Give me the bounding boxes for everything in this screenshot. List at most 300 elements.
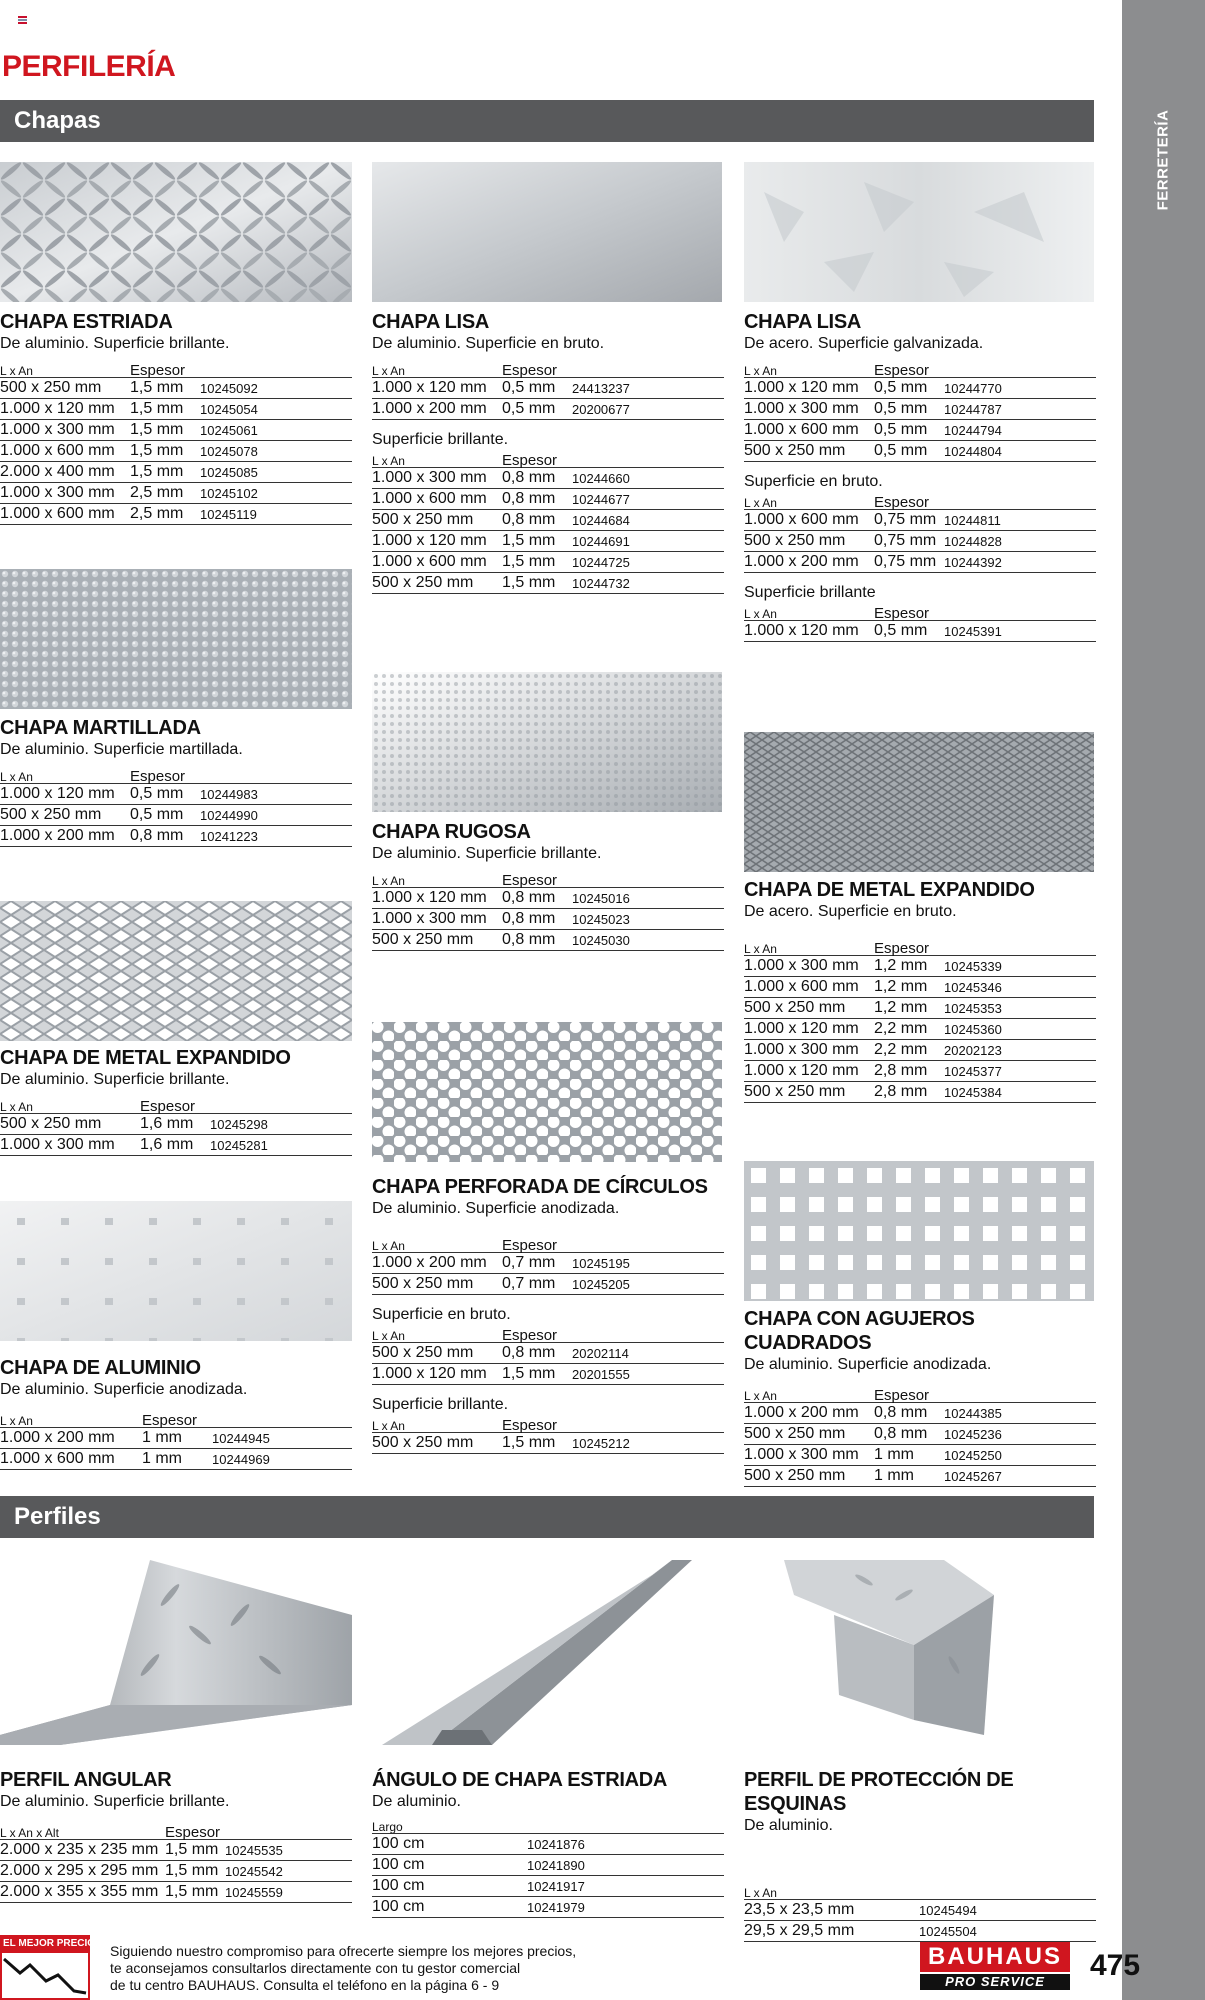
table-row [744, 998, 1096, 1019]
dimension-cell: 1.000 x 120 mm [372, 1365, 487, 1382]
dimension-cell: 2.000 x 355 x 355 mm [0, 1883, 159, 1900]
dimension-cell: 1.000 x 120 mm [744, 379, 859, 396]
table-row [0, 504, 352, 525]
article-code: 10245250 [944, 1447, 1002, 1463]
thickness-cell: 1,6 mm [140, 1136, 194, 1153]
thickness-cell: 1,5 mm [502, 532, 556, 549]
product-table [0, 784, 352, 847]
section-band-perfiles: Perfiles [0, 1496, 1094, 1538]
thickness-cell: 0,5 mm [502, 379, 556, 396]
product-title: CHAPA PERFORADA DE CÍRCULOS [372, 1176, 708, 1198]
table-row [372, 378, 724, 399]
thickness-cell: 1,5 mm [502, 1434, 556, 1451]
table-row [372, 888, 724, 909]
article-code: 10244691 [572, 533, 630, 549]
dimension-cell: 1.000 x 200 mm [0, 1429, 115, 1446]
table-header: L x An Espesor [744, 362, 1096, 378]
thickness-cell: 0,8 mm [874, 1425, 928, 1442]
product-description: De acero. Superficie en bruto. [744, 903, 957, 920]
article-code: 10245030 [572, 932, 630, 948]
table-header: L x An Espesor [372, 1417, 724, 1433]
table-row [744, 399, 1096, 420]
table-row [372, 1364, 724, 1385]
product-table [372, 888, 724, 951]
surface-note: Superficie en bruto. [744, 473, 883, 490]
article-code: 10245384 [944, 1084, 1002, 1100]
article-code: 20201555 [572, 1366, 630, 1382]
product-table [372, 1834, 724, 1918]
article-code: 10245267 [944, 1468, 1002, 1484]
table-row [744, 552, 1096, 573]
article-code: 10245023 [572, 911, 630, 927]
article-code: 10245016 [572, 890, 630, 906]
table-row [372, 531, 724, 552]
thickness-cell: 0,8 mm [502, 511, 556, 528]
dimension-cell: 1.000 x 200 mm [372, 400, 487, 417]
thickness-cell: 2,8 mm [874, 1083, 928, 1100]
thickness-cell: 0,5 mm [874, 442, 928, 459]
dimension-cell: 500 x 250 mm [372, 1434, 474, 1451]
product-angulo-chapa-estriada [372, 1768, 724, 1918]
product-table [372, 378, 724, 420]
product-chapa-estriada [0, 310, 352, 525]
article-code: 10245377 [944, 1063, 1002, 1079]
thickness-cell: 0,8 mm [502, 469, 556, 486]
chapa-rugosa-image [372, 672, 722, 812]
surface-note: Superficie en bruto. [372, 1306, 511, 1323]
article-code: 10245339 [944, 958, 1002, 974]
table-row [744, 1466, 1096, 1487]
table-header: Largo [372, 1818, 724, 1834]
product-description: De aluminio. Superficie anodizada. [372, 1200, 620, 1217]
article-code: 24413237 [572, 380, 630, 396]
article-code: 20202123 [944, 1042, 1002, 1058]
article-code: 10244732 [572, 575, 630, 591]
product-description: De aluminio. Superficie brillante. [0, 1071, 230, 1088]
table-row [744, 531, 1096, 552]
dimension-cell: 1.000 x 600 mm [0, 505, 115, 522]
article-code: 10245119 [200, 506, 257, 522]
table-header: L x An Espesor [744, 605, 1096, 621]
chapa-cuadrados-image [744, 1161, 1094, 1301]
dimension-cell: 1.000 x 120 mm [372, 379, 487, 396]
bauhaus-logo: BAUHAUS PRO SERVICE [920, 1942, 1070, 1990]
table-row [372, 489, 724, 510]
dimension-cell: 500 x 250 mm [744, 532, 846, 549]
perfil-angular-image [0, 1555, 352, 1745]
thickness-cell: 2,5 mm [130, 484, 184, 501]
table-row [744, 1445, 1096, 1466]
dimension-cell: 100 cm [372, 1898, 425, 1915]
article-code: 10244385 [944, 1405, 1002, 1421]
thickness-cell: 1,5 mm [165, 1883, 219, 1900]
dimension-cell: 1.000 x 600 mm [0, 442, 115, 459]
table-row [0, 1840, 352, 1861]
article-code: 10245212 [572, 1435, 630, 1451]
dimension-cell: 1.000 x 600 mm [0, 1450, 115, 1467]
product-table [0, 1428, 352, 1470]
table-row [372, 930, 724, 951]
dimension-cell: 1.000 x 200 mm [0, 827, 115, 844]
product-description: De aluminio. Superficie en bruto. [372, 335, 605, 352]
dimension-cell: 1.000 x 300 mm [744, 957, 859, 974]
thickness-cell: 0,75 mm [874, 553, 937, 570]
dimension-cell: 500 x 250 mm [744, 1083, 846, 1100]
product-title: CHAPA LISA [372, 311, 490, 333]
article-code: 10245236 [944, 1426, 1002, 1442]
product-description: De aluminio. Superficie brillante. [0, 1793, 230, 1810]
thickness-cell: 0,8 mm [130, 827, 184, 844]
thickness-cell: 0,5 mm [130, 806, 184, 823]
product-description: De aluminio. Superficie martillada. [0, 741, 243, 758]
table-row [744, 441, 1096, 462]
article-code: 10244677 [572, 491, 630, 507]
dimension-cell: 1.000 x 300 mm [744, 400, 859, 417]
article-code: 10244684 [572, 512, 630, 528]
article-code: 10241979 [527, 1899, 585, 1915]
table-row [372, 573, 724, 594]
chapa-estriada-image [0, 162, 352, 302]
article-code: 10245078 [200, 443, 258, 459]
article-code: 10245054 [200, 401, 258, 417]
product-title: CHAPA DE METAL EXPANDIDO [744, 879, 1035, 901]
table-row [0, 399, 352, 420]
product-chapa-expandido-acero [744, 878, 1096, 1103]
product-title: ÁNGULO DE CHAPA ESTRIADA [372, 1769, 668, 1791]
table-row [744, 1403, 1096, 1424]
chapa-aluminio-image [0, 1201, 352, 1341]
article-code: 10245085 [200, 464, 258, 480]
dimension-cell: 1.000 x 600 mm [372, 490, 487, 507]
product-table [744, 510, 1096, 573]
article-code: 10244794 [944, 422, 1002, 438]
table-row [372, 1897, 724, 1918]
article-code: 10244770 [944, 380, 1002, 396]
table-row [744, 1900, 1096, 1921]
table-header: L x An Espesor [372, 362, 724, 378]
product-title: CHAPA LISA [744, 311, 862, 333]
dimension-cell: 500 x 250 mm [0, 1115, 102, 1132]
dimension-cell: 100 cm [372, 1856, 425, 1873]
table-header: L x An x Alt Espesor [0, 1824, 352, 1840]
product-table [744, 956, 1096, 1103]
table-row [372, 510, 724, 531]
table-row [0, 462, 352, 483]
thickness-cell: 0,5 mm [874, 400, 928, 417]
table-row [372, 1855, 724, 1876]
product-table [744, 1403, 1096, 1487]
product-chapa-perforada [372, 1175, 724, 1454]
table-row [744, 1082, 1096, 1103]
article-code: 10241223 [200, 828, 258, 844]
chapa-martillada-image [0, 569, 352, 709]
thickness-cell: 0,5 mm [874, 622, 928, 639]
dimension-cell: 1.000 x 300 mm [372, 469, 487, 486]
product-title: CHAPA ESTRIADA [0, 311, 173, 333]
article-code: 10244983 [200, 786, 258, 802]
thickness-cell: 1,5 mm [130, 463, 184, 480]
table-header: L x An Espesor [0, 768, 352, 784]
perfil-esquinas-image [744, 1555, 1094, 1745]
article-code: 10245360 [944, 1021, 1002, 1037]
table-row [0, 1882, 352, 1903]
thickness-cell: 1,6 mm [140, 1115, 194, 1132]
footer-disclaimer: Siguiendo nuestro compromiso para ofrecerte siempre los mejores precios, te aconsejamos consultarlos directamente con tu gestor comercial de tu centro BAUHAUS. Consulta el teléfono en la página 6 - 9 [110, 1943, 577, 1993]
product-description: De aluminio. [744, 1817, 833, 1834]
dimension-cell: 1.000 x 120 mm [744, 622, 859, 639]
table-row [744, 378, 1096, 399]
dimension-cell: 1.000 x 600 mm [744, 421, 859, 438]
product-table [372, 1253, 724, 1295]
table-header: L x An [744, 1884, 1096, 1900]
product-title: CHAPA CON AGUJEROS CUADRADOS [744, 1308, 975, 1354]
dimension-cell: 29,5 x 29,5 mm [744, 1922, 855, 1939]
sidebar-strip [1122, 0, 1205, 2000]
thickness-cell: 1,2 mm [874, 978, 928, 995]
product-table [372, 1343, 724, 1385]
thickness-cell: 1 mm [142, 1429, 182, 1446]
article-code: 10241890 [527, 1857, 585, 1873]
article-code: 10241876 [527, 1836, 585, 1852]
article-code: 10244990 [200, 807, 258, 823]
dimension-cell: 500 x 250 mm [372, 574, 474, 591]
dimension-cell: 1.000 x 300 mm [372, 910, 487, 927]
product-chapa-expandido-aluminio [0, 1046, 352, 1156]
table-row [744, 1019, 1096, 1040]
table-row [0, 826, 352, 847]
article-code: 10245346 [944, 979, 1002, 995]
article-code: 20200677 [572, 401, 630, 417]
dimension-cell: 1.000 x 300 mm [744, 1446, 859, 1463]
product-table [0, 1114, 352, 1156]
article-code: 10244725 [572, 554, 630, 570]
thickness-cell: 1,5 mm [502, 574, 556, 591]
dimension-cell: 500 x 250 mm [0, 806, 102, 823]
article-code: 10245391 [944, 623, 1002, 639]
article-code: 10245504 [919, 1923, 977, 1939]
thickness-cell: 0,8 mm [502, 490, 556, 507]
table-row [744, 1040, 1096, 1061]
table-row [372, 552, 724, 573]
dimension-cell: 500 x 250 mm [744, 1467, 846, 1484]
dimension-cell: 500 x 250 mm [372, 931, 474, 948]
table-row [744, 956, 1096, 977]
table-row [372, 399, 724, 420]
dimension-cell: 1.000 x 200 mm [372, 1254, 487, 1271]
thickness-cell: 0,8 mm [874, 1404, 928, 1421]
thickness-cell: 0,75 mm [874, 532, 937, 549]
article-code: 10245281 [210, 1137, 268, 1153]
thickness-cell: 0,8 mm [502, 889, 556, 906]
chapa-expandido-acero-image [744, 732, 1094, 872]
dimension-cell: 1.000 x 120 mm [744, 1062, 859, 1079]
dimension-cell: 100 cm [372, 1835, 425, 1852]
product-title: PERFIL ANGULAR [0, 1769, 172, 1791]
product-chapa-cuadrados [744, 1307, 1096, 1487]
thickness-cell: 1,2 mm [874, 957, 928, 974]
thickness-cell: 0,8 mm [502, 910, 556, 927]
dimension-cell: 1.000 x 300 mm [0, 484, 115, 501]
best-price-badge-text: EL MEJOR PRECIO [3, 1938, 96, 1949]
product-title: CHAPA DE METAL EXPANDIDO [0, 1047, 291, 1069]
thickness-cell: 1,5 mm [130, 379, 184, 396]
chapa-perforada-image [372, 1022, 722, 1162]
table-row [744, 1921, 1096, 1942]
table-row [744, 1424, 1096, 1445]
table-row [0, 1449, 352, 1470]
thickness-cell: 2,2 mm [874, 1020, 928, 1037]
thickness-cell: 2,2 mm [874, 1041, 928, 1058]
article-code: 10241917 [527, 1878, 585, 1894]
article-code: 10245092 [200, 380, 258, 396]
article-code: 10244787 [944, 401, 1002, 417]
article-code: 10245061 [200, 422, 258, 438]
product-description: De aluminio. Superficie brillante. [0, 335, 230, 352]
article-code: 10245494 [919, 1902, 977, 1918]
thickness-cell: 1 mm [874, 1446, 914, 1463]
chapa-lisa-aluminio-image [372, 162, 722, 302]
table-row [0, 1114, 352, 1135]
product-description: De aluminio. [372, 1793, 461, 1810]
article-code: 10244804 [944, 443, 1002, 459]
product-description: De aluminio. Superficie brillante. [372, 845, 602, 862]
product-table [744, 1900, 1096, 1942]
thickness-cell: 1,5 mm [502, 1365, 556, 1382]
dimension-cell: 1.000 x 600 mm [744, 978, 859, 995]
thickness-cell: 2,5 mm [130, 505, 184, 522]
table-row [0, 420, 352, 441]
table-row [372, 1876, 724, 1897]
table-row [744, 510, 1096, 531]
article-code: 10245102 [200, 485, 258, 501]
thickness-cell: 0,7 mm [502, 1275, 556, 1292]
surface-note: Superficie brillante. [372, 431, 509, 448]
dimension-cell: 100 cm [372, 1877, 425, 1894]
dimension-cell: 2.000 x 235 x 235 mm [0, 1841, 159, 1858]
thickness-cell: 2,8 mm [874, 1062, 928, 1079]
dimension-cell: 1.000 x 300 mm [0, 421, 115, 438]
table-row [744, 621, 1096, 642]
section-band-chapas: Chapas [0, 100, 1094, 142]
table-row [0, 378, 352, 399]
chapa-expandido-aluminio-image [0, 901, 352, 1041]
table-row [0, 805, 352, 826]
best-price-badge [0, 1935, 96, 2000]
thickness-cell: 1,2 mm [874, 999, 928, 1016]
thickness-cell: 1,5 mm [130, 442, 184, 459]
product-chapa-aluminio [0, 1356, 352, 1470]
table-header: L x An Espesor [744, 940, 1096, 956]
dimension-cell: 1.000 x 300 mm [0, 1136, 115, 1153]
product-description: De acero. Superficie galvanizada. [744, 335, 984, 352]
article-code: 10245559 [225, 1884, 283, 1900]
table-row [0, 1861, 352, 1882]
dimension-cell: 1.000 x 120 mm [372, 889, 487, 906]
thickness-cell: 0,8 mm [502, 1344, 556, 1361]
dimension-cell: 1.000 x 120 mm [372, 532, 487, 549]
table-header: L x An Espesor [372, 872, 724, 888]
product-title: CHAPA MARTILLADA [0, 717, 201, 739]
product-title: CHAPA DE ALUMINIO [0, 1357, 201, 1379]
table-row [372, 468, 724, 489]
product-description: De aluminio. Superficie anodizada. [0, 1381, 248, 1398]
table-header: L x An Espesor [744, 1387, 1096, 1403]
dimension-cell: 1.000 x 120 mm [744, 1020, 859, 1037]
product-table [744, 378, 1096, 462]
thickness-cell: 0,5 mm [874, 379, 928, 396]
dimension-cell: 1.000 x 600 mm [372, 553, 487, 570]
dimension-cell: 2.000 x 400 mm [0, 463, 115, 480]
dimension-cell: 500 x 250 mm [372, 1275, 474, 1292]
sidebar-label [1140, 105, 1186, 215]
surface-note: Superficie brillante. [372, 1396, 509, 1413]
table-row [0, 784, 352, 805]
dimension-cell: 1.000 x 200 mm [744, 553, 859, 570]
table-row [372, 1343, 724, 1364]
table-row [372, 1834, 724, 1855]
table-row [0, 1428, 352, 1449]
dimension-cell: 500 x 250 mm [744, 999, 846, 1016]
thickness-cell: 1 mm [142, 1450, 182, 1467]
table-row [372, 1253, 724, 1274]
thickness-cell: 0,5 mm [874, 421, 928, 438]
table-header: L x An Espesor [0, 1412, 352, 1428]
dimension-cell: 500 x 250 mm [372, 511, 474, 528]
thickness-cell: 1,5 mm [165, 1862, 219, 1879]
article-code: 10244828 [944, 533, 1002, 549]
product-chapa-martillada [0, 716, 352, 847]
page-number: 475 [1090, 1949, 1141, 1982]
product-perfil-angular [0, 1768, 352, 1903]
table-row [0, 441, 352, 462]
article-code: 10245195 [572, 1255, 630, 1271]
table-row [744, 977, 1096, 998]
article-code: 20202114 [572, 1345, 629, 1361]
thickness-cell: 1,5 mm [130, 400, 184, 417]
thickness-cell: 1 mm [874, 1467, 914, 1484]
dimension-cell: 1.000 x 120 mm [0, 400, 115, 417]
thickness-cell: 0,8 mm [502, 931, 556, 948]
angulo-chapa-estriada-image [372, 1555, 722, 1745]
article-code: 10245205 [572, 1276, 630, 1292]
dimension-cell: 500 x 250 mm [744, 442, 846, 459]
table-header: L x An Espesor [372, 1237, 724, 1253]
table-row [0, 1135, 352, 1156]
dimension-cell: 23,5 x 23,5 mm [744, 1901, 855, 1918]
chapa-lisa-acero-image [744, 162, 1094, 302]
product-table [372, 468, 724, 594]
product-table [744, 621, 1096, 642]
article-code: 10244392 [944, 554, 1002, 570]
article-code: 10244660 [572, 470, 630, 486]
thickness-cell: 0,7 mm [502, 1254, 556, 1271]
table-header: L x An Espesor [0, 362, 352, 378]
table-header: L x An Espesor [372, 1327, 724, 1343]
flag-icon [18, 16, 27, 23]
table-header: L x An Espesor [744, 494, 1096, 510]
dimension-cell: 500 x 250 mm [372, 1344, 474, 1361]
product-chapa-lisa-acero [744, 310, 1096, 642]
surface-note: Superficie brillante [744, 584, 876, 601]
article-code: 10245298 [210, 1116, 268, 1132]
dimension-cell: 1.000 x 120 mm [0, 785, 115, 802]
dimension-cell: 1.000 x 200 mm [744, 1404, 859, 1421]
product-chapa-lisa-aluminio [372, 310, 724, 594]
dimension-cell: 2.000 x 295 x 295 mm [0, 1862, 159, 1879]
table-row [744, 420, 1096, 441]
article-code: 10244945 [212, 1430, 270, 1446]
table-row [372, 909, 724, 930]
